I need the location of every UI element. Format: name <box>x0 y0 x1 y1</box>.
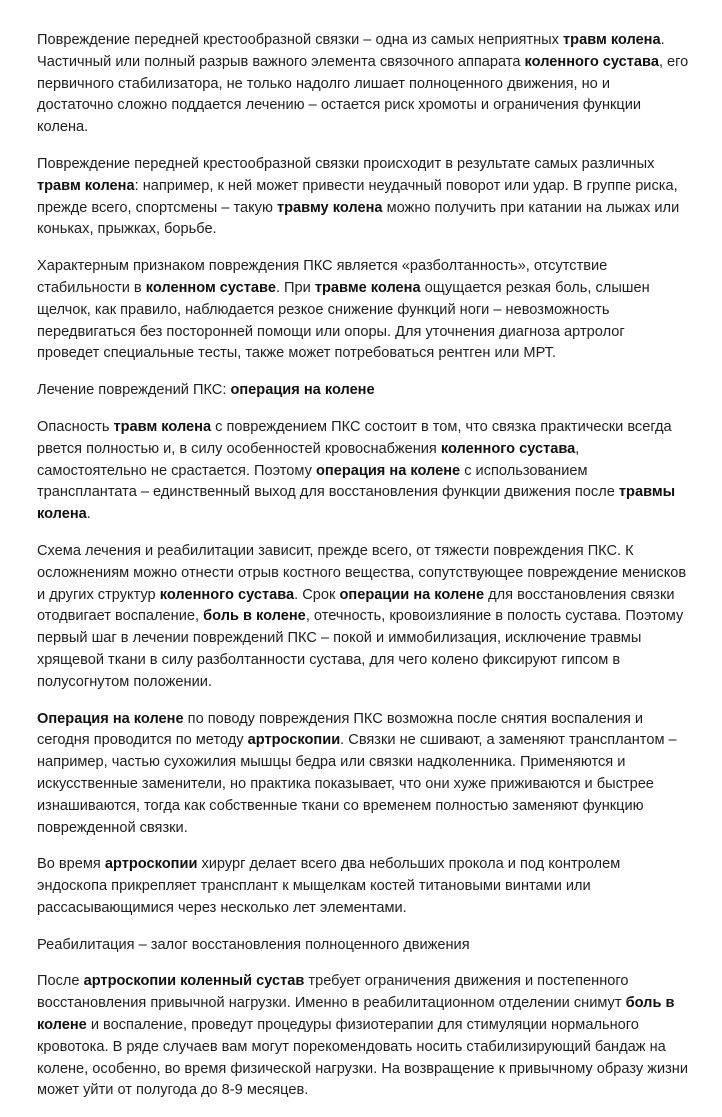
paragraph <box>37 30 689 139</box>
text-run: : например, к ней может привести неудачный поворот или удар. В группе риска, прежде всего, спортсмены – такую <box>37 177 678 216</box>
paragraph <box>37 154 689 241</box>
text-run: Лечение повреждений ПКС: <box>37 382 231 399</box>
paragraph <box>37 541 689 694</box>
bold-keyword: боль в колене <box>37 995 675 1034</box>
bold-keyword: Операция на колене <box>37 710 184 727</box>
bold-keyword: травмы колена <box>37 484 676 523</box>
paragraph <box>37 256 689 365</box>
text-run: по поводу повреждения ПКС возможна после снятия воспаления и сегодня проводится по методу <box>37 710 644 749</box>
bold-keyword: операция на колене <box>315 462 461 479</box>
bold-keyword: артроскопии коленный сустав <box>83 973 305 990</box>
bold-keyword: травм колена <box>37 177 135 194</box>
text-run: . При <box>275 279 315 296</box>
text-run: Повреждение передней крестообразной связки – одна из самых неприятных <box>37 32 564 48</box>
text-run: Схема лечения и реабилитации зависит, прежде всего, от тяжести повреждения ПКС. К осложнениям можно отнести отрыв костного вещества, сопутствующее повреждение менисков и других структур <box>37 542 687 603</box>
text-run: Повреждение передней крестообразной связки происходит в результате самых различных <box>37 155 655 172</box>
bold-keyword: коленного сустава <box>524 53 659 70</box>
bold-keyword: травму колена <box>276 199 383 216</box>
text-run: После <box>37 973 84 990</box>
bold-keyword: коленного сустава <box>440 440 576 457</box>
text-run: , отечность, кровоизлияние в полость сустава. Поэтому первый шаг в лечении повреждений ПКС – покой и иммобилизация, исключение травмы хрящевой ткани в силу разболтанности сустава, для чего колено фиксируют гипсом в полусогнутом положении. <box>37 608 684 690</box>
section-heading <box>37 380 689 402</box>
bold-keyword: коленного сустава <box>159 586 295 603</box>
bold-keyword: боль в колене <box>203 608 306 625</box>
text-run: для восстановления связки отодвигает воспаление, <box>37 586 675 625</box>
paragraph <box>37 971 689 1102</box>
text-run: хирург делает всего два небольших прокола и под контролем эндоскопа прикрепляет трансплант к мыщелкам костей титановыми винтами или рассасывающимися через несколько лет элементами. <box>37 856 621 916</box>
text-run: , его первичного стабилизатора, не только надолго лишает полноценного движения, но и достаточно сложно поддается лечению – остается риск хромоты и ограничения функции колена. <box>37 53 689 136</box>
document-body <box>37 30 689 1117</box>
text-run: можно получить при катании на лыжах или коньках, прыжках, борьбе. <box>37 199 680 238</box>
text-run: с повреждением ПКС состоит в том, что связка практически всегда рвется полностью и, в силу особенностей кровоснабжения <box>37 418 672 457</box>
section-heading <box>37 935 689 957</box>
text-run: . Связки не сшивают, а заменяют трансплантом – например, частью сухожилия мышцы бедра или связки надколенника. Применяются и искусственные заменители, но практика показывает, что они хуже приживаются и быстрее изнашиваются, тогда как собственные ткани со временем полностью заменяют функцию поврежденной связки. <box>37 732 677 836</box>
text-run: и воспаление, проведут процедуры физиотерапии для стимуляции нормального кровотока. В ряде случаев вам могут порекомендовать носить стабилизирующий бандаж на колене, особенно, во время физической нагрузки. На возвращение к привычному образу жизни может уйти от полугода до 8-9 месяцев. <box>37 1017 689 1099</box>
text-run: с использованием трансплантата – единственный выход для восстановления функции движения после <box>37 462 619 501</box>
bold-keyword: операция на колене <box>230 382 375 399</box>
bold-keyword: артроскопии <box>247 732 341 749</box>
text-run: ощущается резкая боль, слышен щелчок, как правило, наблюдается резкое снижение функций ноги – невозможность передвигаться без посторонней помощи или опоры. Для уточнения диагноза артролог проведет специальные тесты, также может потребоваться рентген или МРТ. <box>37 279 650 362</box>
bold-keyword: артроскопии <box>104 856 198 873</box>
paragraph <box>37 709 689 840</box>
text-run: Реабилитация – залог восстановления полноценного движения <box>37 936 470 953</box>
bold-keyword: коленном суставе <box>145 279 276 296</box>
paragraph <box>37 417 689 526</box>
paragraph <box>37 854 689 919</box>
text-run: Характерным признаком повреждения ПКС является «разболтанность», отсутствие стабильности в <box>37 258 608 296</box>
text-run: , самостоятельно не срастается. Поэтому <box>37 440 580 479</box>
bold-keyword: травме колена <box>314 279 421 296</box>
bold-keyword: операции на колене <box>339 586 485 603</box>
text-run: . <box>86 506 91 523</box>
text-run: . Срок <box>294 586 340 603</box>
bold-keyword: травм колена <box>563 32 661 48</box>
bold-keyword: травм колена <box>113 418 212 435</box>
text-run: . Частичный или полный разрыв важного элемента связочного аппарата <box>37 32 665 70</box>
text-run: Во время <box>37 856 105 873</box>
text-run: требует ограничения движения и постепенного восстановления привычной нагрузки. Именно в реабилитационном отделении снимут <box>37 973 629 1012</box>
text-run: Опасность <box>37 418 114 435</box>
